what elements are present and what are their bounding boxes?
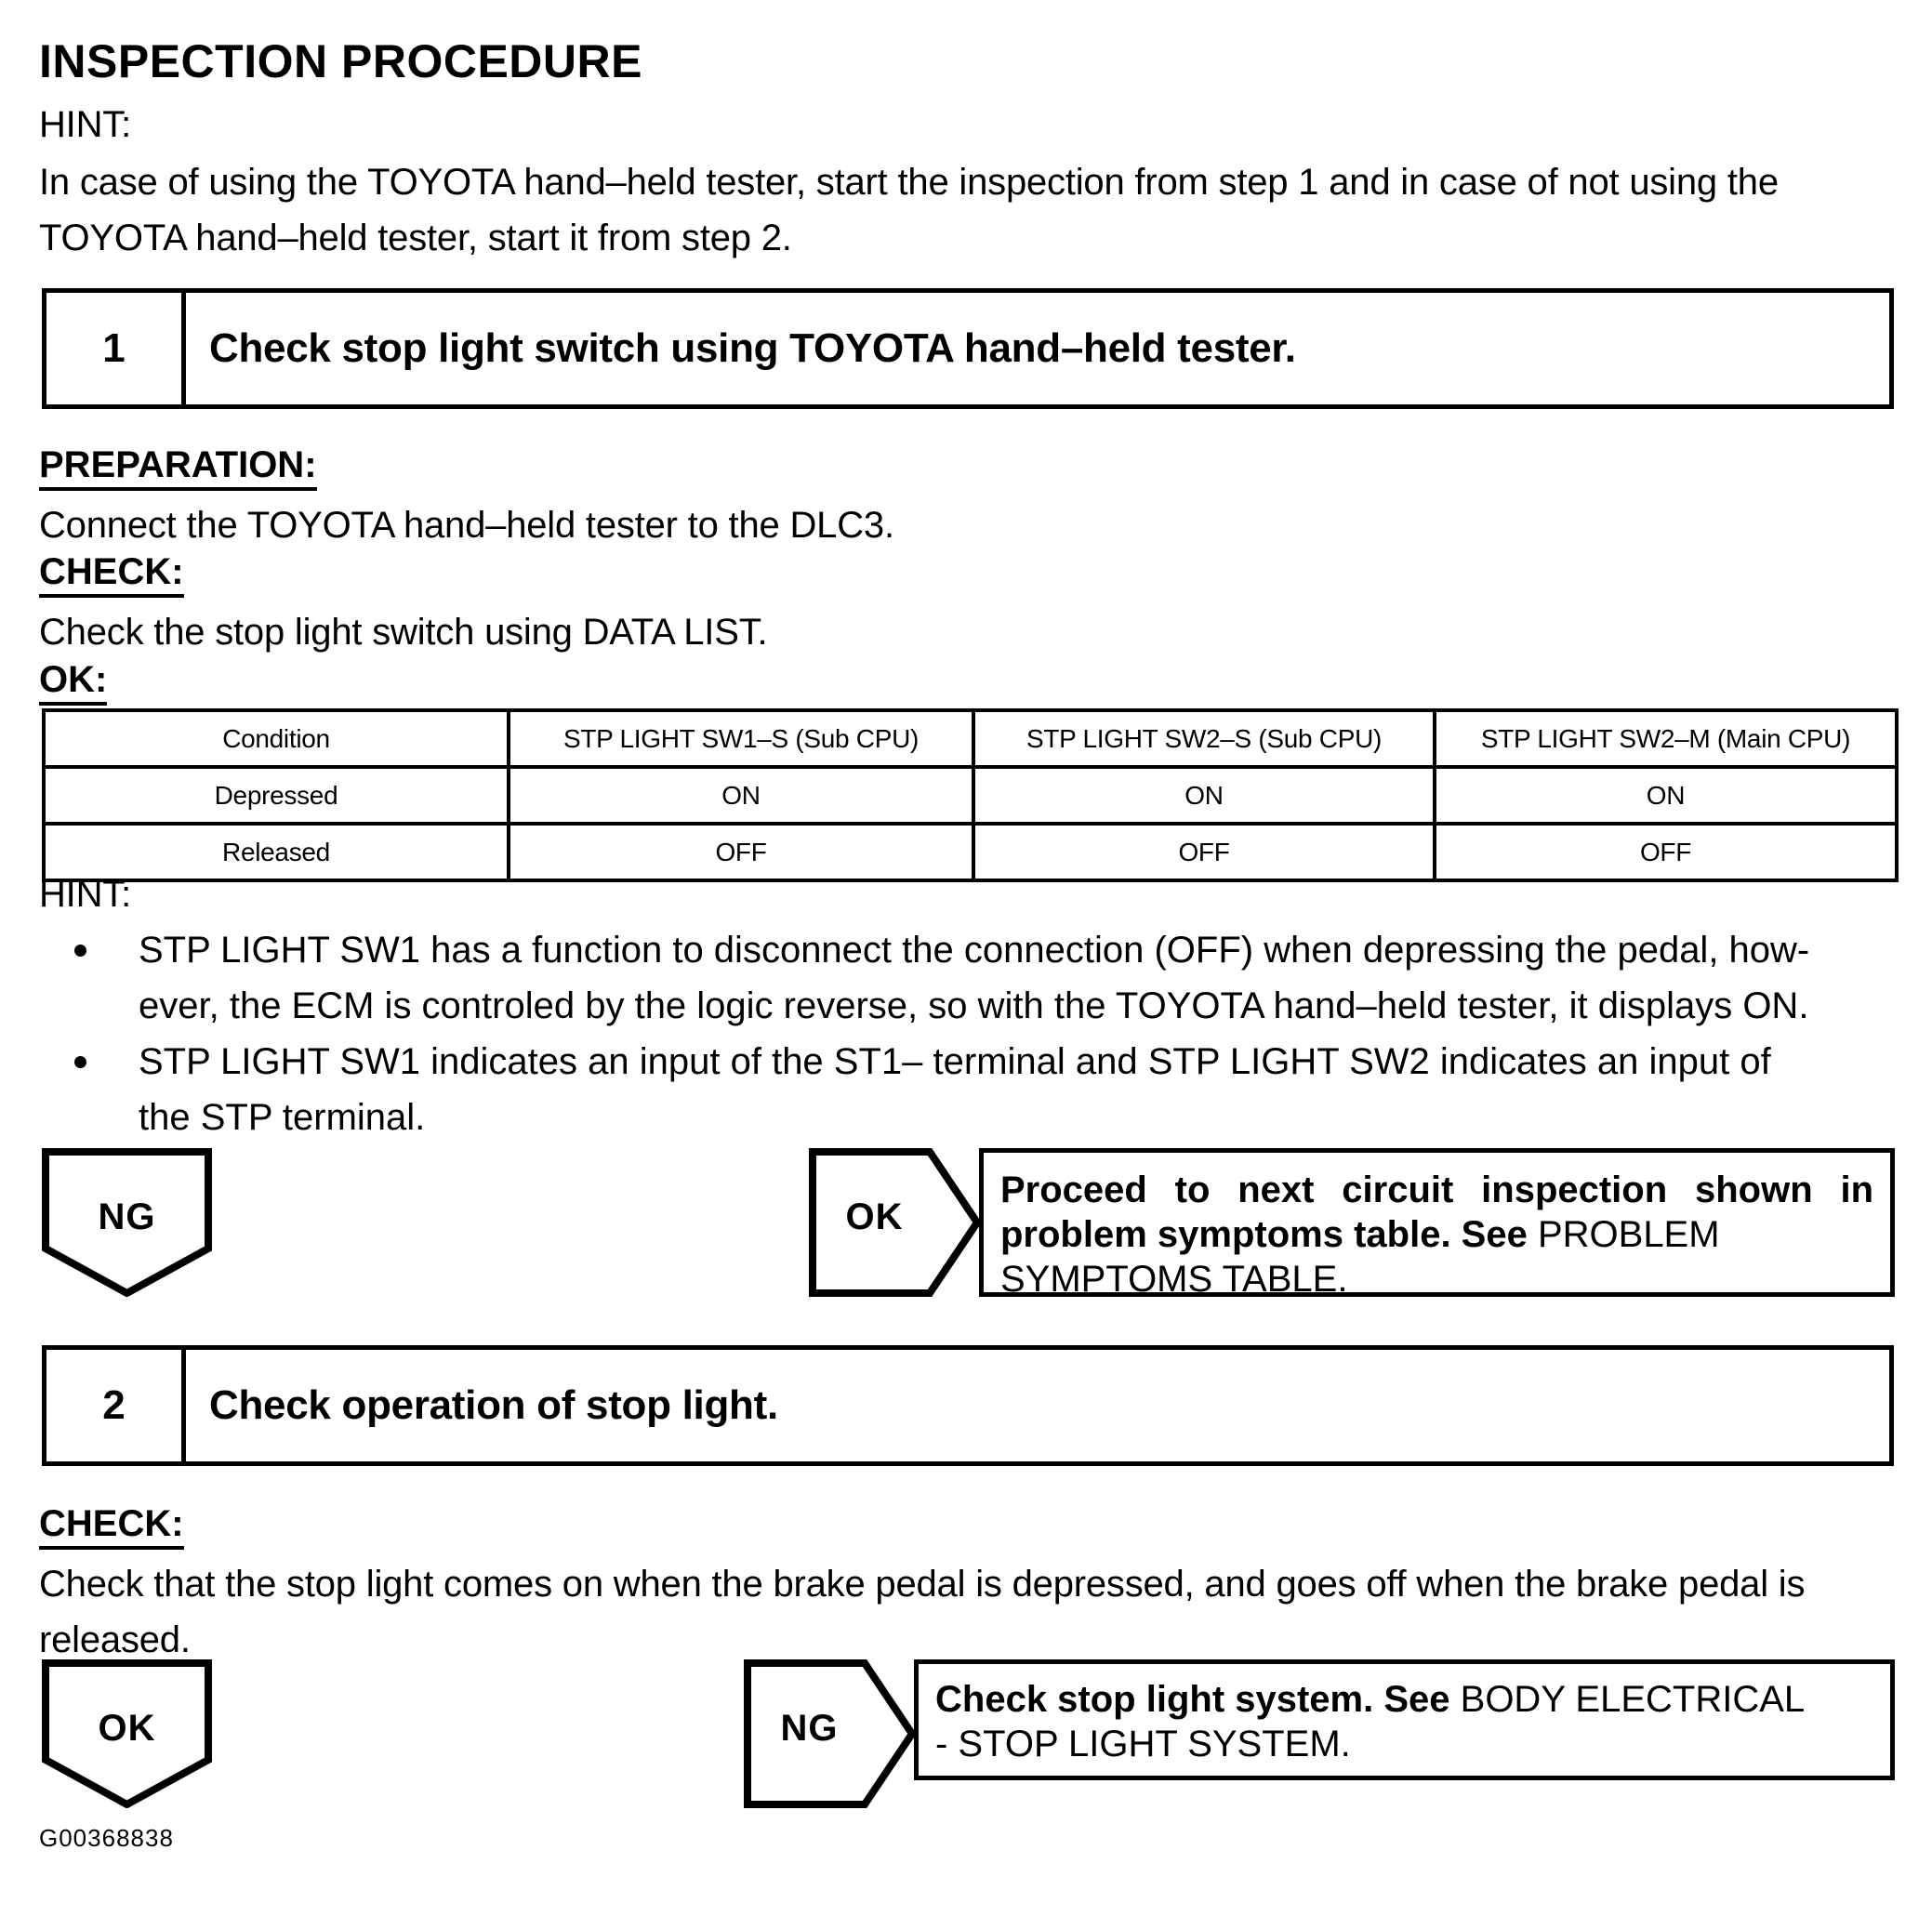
result-line-bold: Check stop light system. See — [935, 1679, 1461, 1720]
result-line: SYMPTOMS TABLE. — [1000, 1259, 1348, 1300]
list-item — [39, 922, 1894, 1034]
table-row — [44, 824, 1897, 880]
step-1-ng-pentagon — [42, 1148, 212, 1297]
footer-code: G00368838 — [39, 1824, 174, 1852]
table-header-cell: Condition — [44, 710, 509, 767]
step-1-title: Check stop light switch using TOYOTA hand–held tester. — [209, 325, 1296, 371]
step-1-hint-bullets — [39, 922, 1894, 1145]
list-item-line: the STP terminal. — [139, 1097, 426, 1138]
result-line — [1000, 1212, 1873, 1257]
result-line-plain: PROBLEM — [1537, 1214, 1720, 1255]
step-1-ng-label: NG — [98, 1196, 156, 1237]
step-2-ok-label: OK — [98, 1708, 156, 1749]
result-line-bold: problem symptoms table. See — [1000, 1214, 1538, 1255]
step-1-ok-label: OK — [845, 1196, 904, 1237]
check-label-1: CHECK: — [39, 550, 184, 598]
list-item-line: STP LIGHT SW1 indicates an input of the ST1– terminal and STP LIGHT SW2 indicates an input of — [139, 1041, 1771, 1082]
step-2-ng-result-box — [914, 1659, 1895, 1780]
table-cell: OFF — [1435, 824, 1897, 880]
preparation-label: PREPARATION: — [39, 443, 317, 491]
result-line: - STOP LIGHT SYSTEM. — [935, 1724, 1351, 1764]
table-cell: ON — [973, 767, 1435, 824]
table-cell: OFF — [509, 824, 973, 880]
step-2-ok-pentagon — [42, 1659, 212, 1808]
table-cell: ON — [1435, 767, 1897, 824]
intro-hint-label: HINT: — [39, 104, 132, 145]
table-header-row — [44, 710, 1897, 767]
check-text-2: Check that the stop light comes on when the brake pedal is depressed, and goes off when the brake pedal is released. — [39, 1564, 1806, 1660]
check-label-2: CHECK: — [39, 1502, 184, 1550]
result-line: Proceed to next circuit inspection shown in — [1000, 1169, 1873, 1210]
table-cell: OFF — [973, 824, 1435, 880]
list-item-line: STP LIGHT SW1 has a function to disconnect the connection (OFF) when depressing the pedal, how- — [139, 930, 1810, 971]
step-2-box — [42, 1345, 1894, 1466]
step-2-ng-arrow — [744, 1659, 916, 1808]
table-cell: Depressed — [44, 767, 509, 824]
list-item — [39, 1034, 1894, 1145]
ok-label-1: OK: — [39, 658, 107, 706]
table-header-cell: STP LIGHT SW2–S (Sub CPU) — [973, 710, 1435, 767]
table-header-cell: STP LIGHT SW1–S (Sub CPU) — [509, 710, 973, 767]
result-line — [935, 1677, 1873, 1722]
data-list-table — [42, 708, 1899, 882]
step-1-hint-label: HINT: — [39, 874, 132, 915]
table-row — [44, 767, 1897, 824]
list-item-line: ever, the ECM is controled by the logic reverse, so with the TOYOTA hand–held tester, it displays ON. — [139, 985, 1809, 1026]
bullet-dot-icon — [74, 945, 86, 957]
step-1-number: 1 — [46, 293, 186, 404]
step-1-ok-result-box — [979, 1148, 1895, 1300]
result-line-plain: BODY ELECTRICAL — [1460, 1679, 1806, 1720]
step-2-title: Check operation of stop light. — [209, 1382, 778, 1428]
intro-hint-text: In case of using the TOYOTA hand–held tester, start the inspection from step 1 and in case of not using the TOYOTA hand–held tester, start it from step 2. — [39, 162, 1779, 258]
bullet-dot-icon — [74, 1056, 86, 1068]
page-title: INSPECTION PROCEDURE — [39, 35, 642, 87]
step-2-ng-label: NG — [780, 1708, 839, 1749]
step-1-box — [42, 288, 1894, 409]
preparation-text: Connect the TOYOTA hand–held tester to the DLC3. — [39, 505, 894, 546]
table-cell: Released — [44, 824, 509, 880]
step-2-number: 2 — [46, 1350, 186, 1461]
table-cell: ON — [509, 767, 973, 824]
check-text-1: Check the stop light switch using DATA LIST. — [39, 612, 768, 653]
step-1-ok-arrow — [809, 1148, 981, 1297]
table-header-cell: STP LIGHT SW2–M (Main CPU) — [1435, 710, 1897, 767]
